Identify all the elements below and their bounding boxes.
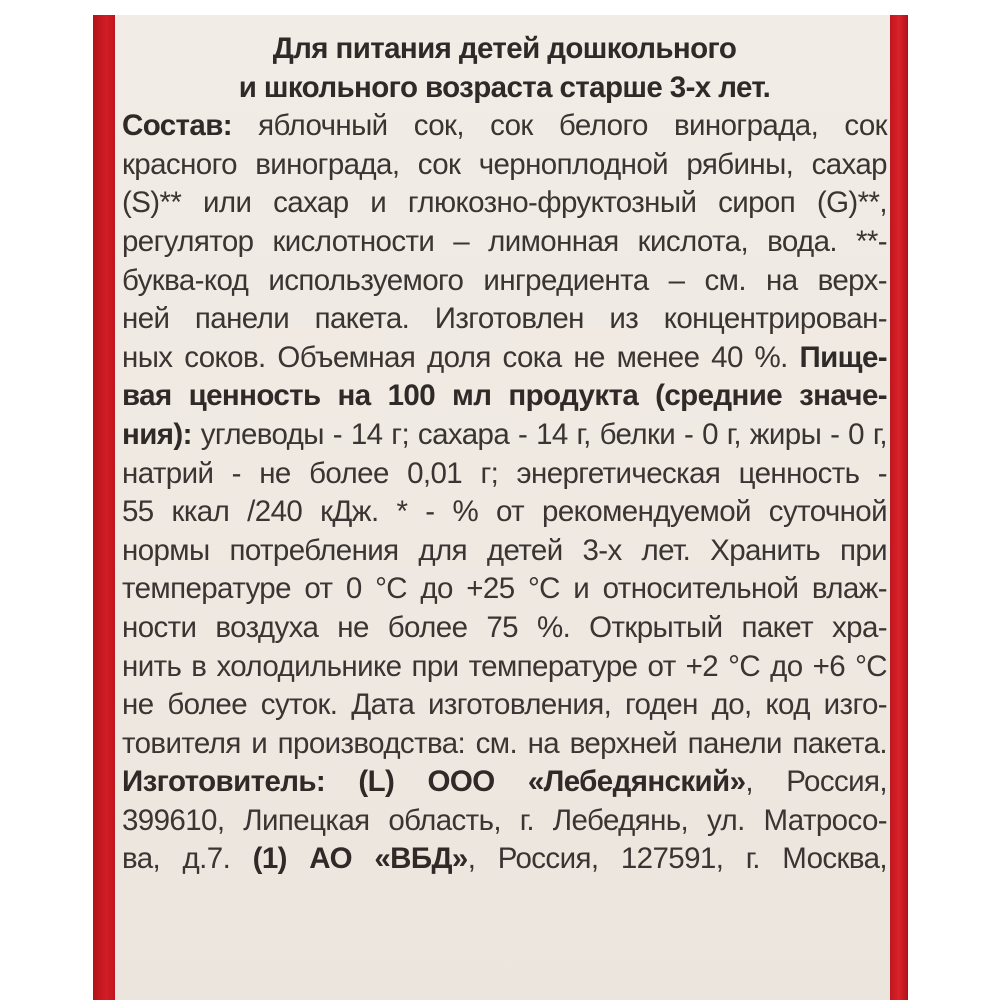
- ingredients-line-3: (S)** или сахар и глюкозно-фруктозный сироп (G)**,: [122, 186, 887, 220]
- nutrition-heading-end: ния):: [122, 417, 192, 451]
- nutrition-values-line-1: [122, 416, 887, 455]
- date-line-2: товителя и производства: см. на верхней панели пакета.: [122, 726, 887, 760]
- storage-line-2: температуре от 0 °С до +25 °С и относительной влаж-: [122, 572, 887, 606]
- label-text-block: [122, 30, 887, 879]
- heading-line-1: Для питания детей дошкольного: [272, 32, 737, 65]
- second-manufacturer: (1) АО «ВБД»: [252, 842, 468, 876]
- ingredients-line-1: [122, 107, 887, 146]
- storage-line-3: ности воздуха не более 75 %. Открытый пакет хра-: [122, 610, 887, 644]
- manufacturer-line-3: [122, 840, 887, 879]
- ingredients-line-6: ней панели пакета. Изготовлен из концентрирован-: [122, 302, 887, 336]
- storage-line-1: нормы потребления для детей 3-х лет. Хранить при: [122, 533, 887, 567]
- left-red-stripe: [93, 15, 115, 1000]
- right-red-stripe: [890, 15, 908, 1000]
- nutrition-heading-start: Пище-: [799, 340, 887, 374]
- ingredients-line-2: красного винограда, сок черноплодной рябины, сахар: [122, 147, 887, 181]
- ingredients-line-5: буква-код используемого ингредиента – см. на верх-: [122, 263, 887, 297]
- nutrition-heading: вая ценность на 100 мл продукта (средние значе-: [122, 379, 887, 413]
- juice-share-line: [122, 339, 887, 378]
- second-manufacturer-address: , Россия, 127591, г. Москва,: [467, 842, 887, 876]
- nutrition-values-text: углеводы - 14 г; сахара - 14 г, белки - 0 г, жиры - 0 г,: [191, 417, 887, 451]
- manufacturer-address-end: ва, д.7.: [122, 842, 253, 876]
- juice-share-text: ных соков. Объемная доля сока не менее 40 %.: [122, 340, 800, 374]
- nutrition-values-line-2: натрий - не более 0,01 г; энергетическая ценность -: [122, 456, 887, 490]
- heading-line-2: и школьного возраста старше 3-х лет.: [238, 70, 771, 104]
- manufacturer-country: , Россия,: [745, 765, 887, 799]
- ingredients-text: яблочный сок, сок белого винограда, сок: [231, 109, 887, 143]
- manufacturer-heading: Изготовитель: (L) ООО «Лебедянский»: [122, 765, 746, 799]
- manufacturer-line-1: [122, 763, 887, 802]
- storage-line-4: нить в холодильнике при температуре от +2 °С до +6 °С: [122, 649, 887, 683]
- nutrition-heading-line: [122, 377, 887, 416]
- manufacturer-line-2: 399610, Липецкая область, г. Лебедянь, ул. Матросо-: [122, 803, 887, 837]
- ingredients-heading: Состав:: [122, 109, 232, 143]
- date-line-1: не более суток. Дата изготовления, годен до, код изго-: [122, 688, 887, 722]
- energy-line: 55 ккал /240 кДж. * - % от рекомендуемой суточной: [122, 495, 887, 529]
- ingredients-line-4: регулятор кислотности – лимонная кислота, вода. **-: [122, 224, 887, 258]
